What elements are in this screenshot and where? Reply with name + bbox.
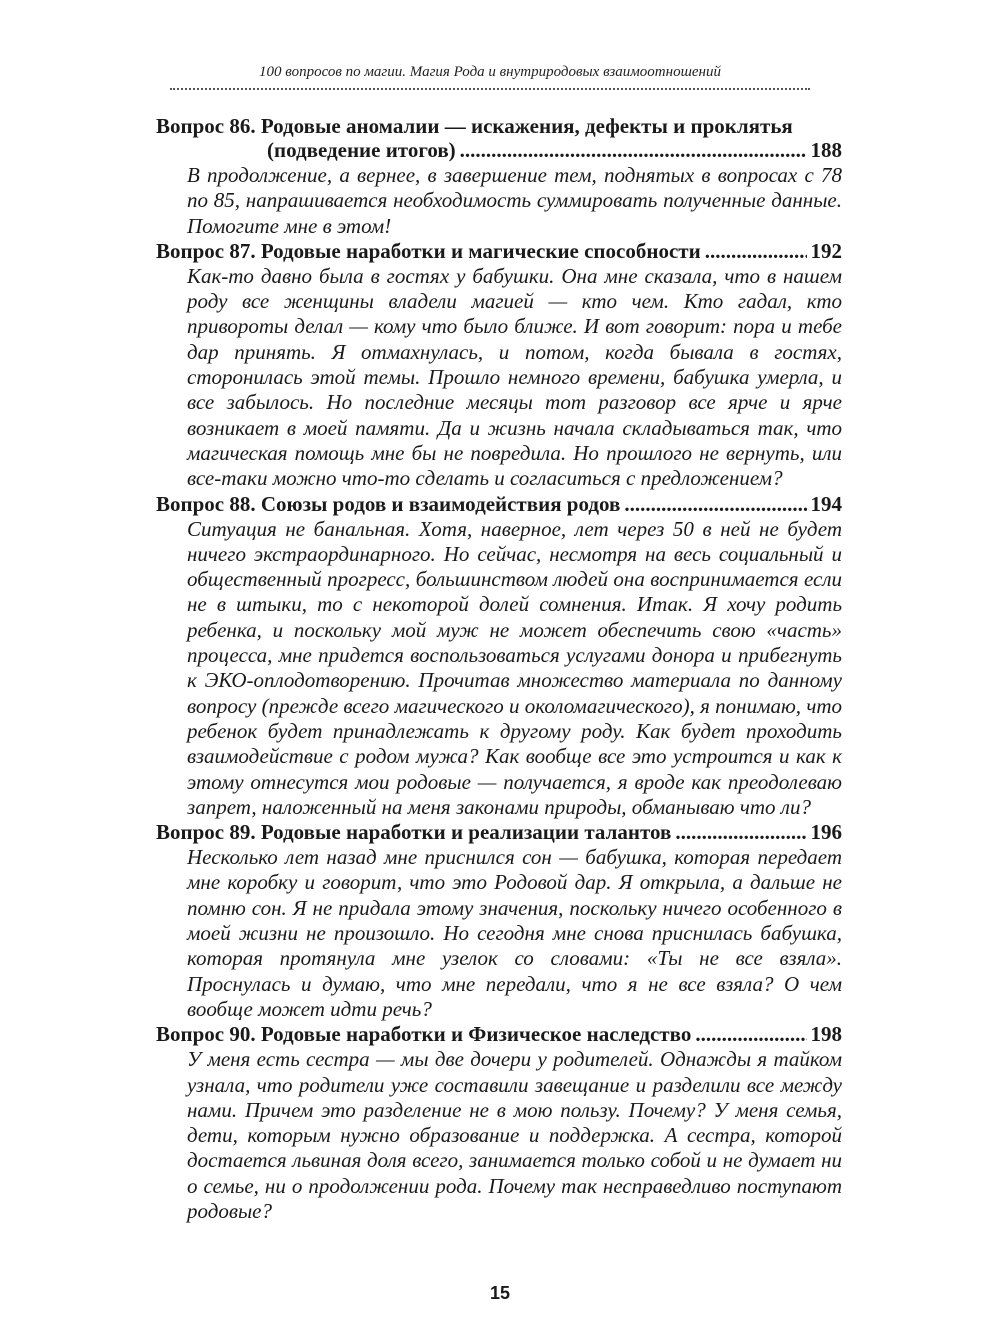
toc-entry-88 (156, 492, 842, 821)
entry-description: В продолжение, а вернее, в завершение тем, поднятых в вопросах с 78 по 85, напрашивается необходимость суммировать полученные данные. Помогите мне в этом! (187, 163, 842, 238)
running-header: 100 вопросов по магии. Магия Рода и внутриродовых взаимоотношений (259, 64, 721, 80)
entry-description: У меня есть сестра — мы две дочери у родителей. Однажды я тайком узнала, что родители уже составили завещание и разделили все между нами. Причем это разделение не в мою пользу. Почему? У меня семья, дети, которым нужно образование и поддержка. А сестра, которой достается львиная доля всего, занимается только собой и не думает ни о семье, ни о продолжении рода. Почему так несправедливо поступают родовые? (187, 1047, 842, 1223)
entry-page-number: 198 (810, 1022, 842, 1047)
dot-leader (695, 1022, 806, 1046)
toc-entry-87 (156, 239, 842, 492)
entry-title-row (156, 492, 842, 516)
page-number: 15 (489, 1283, 511, 1303)
entry-title: Вопрос 87. Родовые наработки и магические способности (156, 238, 701, 263)
toc-entry-90 (156, 1022, 842, 1224)
entry-page-number: 194 (810, 491, 842, 516)
entry-page-number: 188 (810, 138, 842, 162)
entry-page-number: 192 (810, 238, 842, 263)
entry-description: Как-то давно была в гостях у бабушки. Она мне сказала, что в нашем роду все женщины владели магией — кто чем. Кто гадал, кто привороты делал — кому что было ближе. И вот говорит: пора и тебе дар принять. Я отмахнулась, и потом, когда бывала в гостях, сторонилась этой темы. Прошло немного времени, бабушка умерла, и все забылось. Но последние месяцы тот разговор все ярче и ярче возникает в моей памяти. Да и жизнь начала складываться так, что магическая помощь мне бы не повредила. Но прошлого не вернуть, или все-таки можно что-то сделать и согласиться с предложением? (187, 263, 842, 491)
dot-leader (624, 492, 806, 516)
entry-title-line2 (156, 138, 842, 162)
toc-entry-86 (156, 114, 842, 239)
entry-title-continuation: (подведение итогов) (267, 138, 456, 162)
entry-title-row (156, 239, 842, 263)
table-of-contents (156, 114, 842, 1224)
entry-page-number: 196 (810, 820, 842, 845)
dot-leader (705, 239, 807, 263)
toc-entry-89 (156, 820, 842, 1022)
entry-title: Вопрос 90. Родовые наработки и Физическое наследство (156, 1022, 692, 1047)
entry-title: Вопрос 89. Родовые наработки и реализации талантов (156, 820, 672, 845)
entry-title: Вопрос 88. Союзы родов и взаимодействия родов (156, 491, 621, 516)
entry-title-line1: Вопрос 86. Родовые аномалии — искажения, дефекты и проклятья (156, 114, 793, 138)
dot-leader (675, 820, 806, 844)
header-divider (170, 88, 810, 90)
dot-leader (460, 138, 807, 162)
entry-title-row (156, 1022, 842, 1046)
entry-description: Ситуация не банальная. Хотя, наверное, лет через 50 в ней не будет ничего экстраординарного. Но сейчас, несмотря на весь социальный и общественный прогресс, большинством людей она воспринимается если не в штыки, то с некоторой долей сомнения. Итак. Я хочу родить ребенка, и поскольку мой муж не может обеспечить свою «часть» процесса, мне придется воспользоваться услугами донора и прибегнуть к ЭКО-оплодотворению. Прочитав множество материала по данному вопросу (прежде всего магического и околомагического), я понимаю, что ребенок будет принадлежать к другому роду. Как будет проходить взаимодействие с родом мужа? Как вообще все это устроится и как к этому отнесутся мои родовые — получается, я вроде как преодолеваю запрет, наложенный на меня законами природы, обманываю что ли? (187, 516, 842, 819)
entry-description: Несколько лет назад мне приснился сон — бабушка, которая передает мне коробку и говорит, что это Родовой дар. Я открыла, а дальше не помню сон. Я не придала этому значения, поскольку ничего особенного в моей жизни не произошло. Но сегодня мне снова приснилась бабушка, которая протянула мне узелок со словами: «Ты не все взяла». Проснулась и думаю, что мне передали, что я не все взяла? О чем вообще может идти речь? (187, 845, 842, 1021)
entry-title-row (156, 820, 842, 844)
